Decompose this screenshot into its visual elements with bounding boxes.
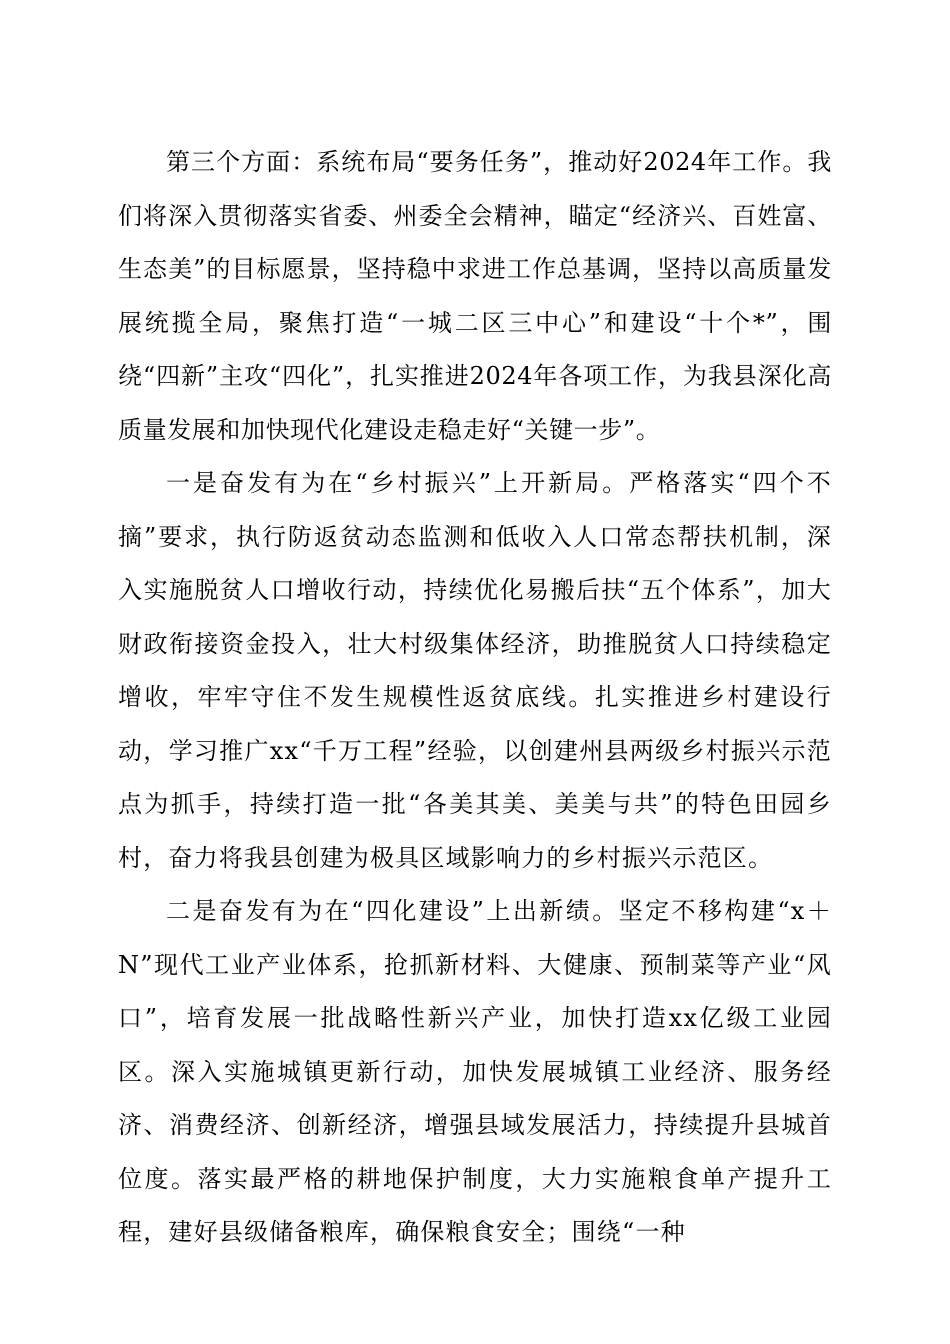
paragraph-four-modernizations: 二是奋发有为在“四化建设”上出新绩。坚定不移构建“x＋N”现代工业产业体系，抢抓新材料、大健康、预制菜等产业“风口”，培育发展一批战略性新兴产业，加快打造xx亿级工业园区。深入实施城镇更新行动，加快发展城镇工业经济、服务经济、消费经济、创新经济，增强县域发展活力，持续提升县城首位度。落实最严格的耕地保护制度，大力实施粮食单产提升工程，建好县级储备粮库，确保粮食安全；围绕“一种 <box>118 897 832 1246</box>
document-body <box>118 136 832 1260</box>
paragraph-rural-revitalization: 一是奋发有为在“乡村振兴”上开新局。严格落实“四个不摘”要求，执行防返贫动态监测和低收入人口常态帮扶机制，深入实施脱贫人口增收行动，持续优化易搬后扶“五个体系”，加大财政衔接资金投入，壮大村级集体经济，助推脱贫人口持续稳定增收，牢牢守住不发生规模性返贫底线。扎实推进乡村建设行动，学习推广xx“千万工程”经验，以创建州县两级乡村振兴示范点为抓手，持续打造一批“各美其美、美美与共”的特色田园乡村，奋力将我县创建为极具区域影响力的乡村振兴示范区。 <box>118 469 832 872</box>
paragraph-section-three: 第三个方面：系统布局“要务任务”，推动好2024年工作。我们将深入贯彻落实省委、州委全会精神，瞄定“经济兴、百姓富、生态美”的目标愿景，坚持稳中求进工作总基调，坚持以高质量发展统揽全局，聚焦打造“一城二区三中心”和建设“十个*”，围绕“四新”主攻“四化”，扎实推进2024年各项工作，为我县深化高质量发展和加快现代化建设走稳走好“关键一步”。 <box>118 148 832 444</box>
